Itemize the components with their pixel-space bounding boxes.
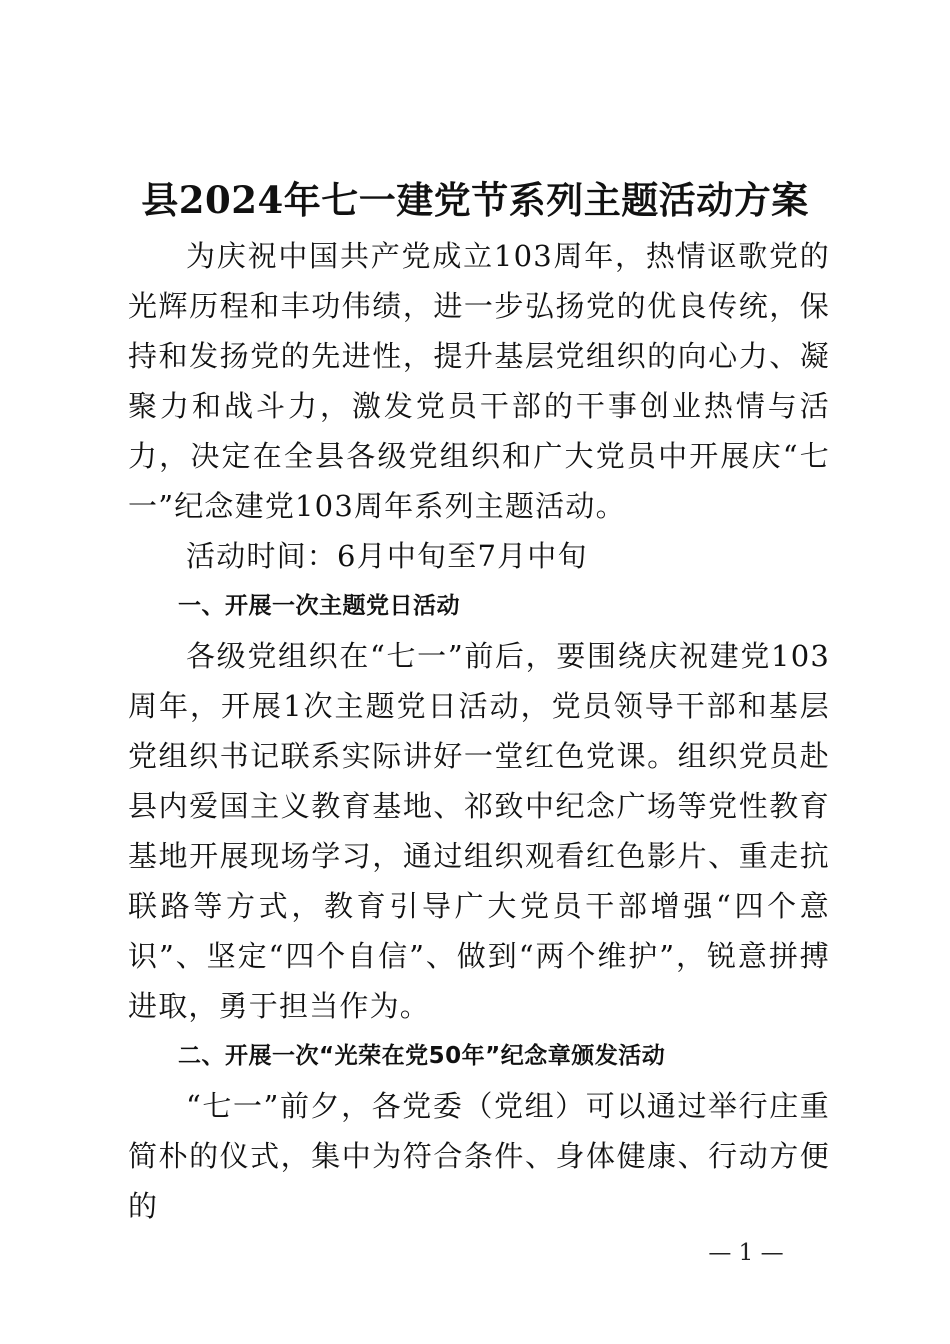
intro-paragraph: 为庆祝中国共产党成立103周年，热情讴歌党的光辉历程和丰功伟绩，进一步弘扬党的优良传统，保持和发扬党的先进性，提升基层党组织的向心力、凝聚力和战斗力，激发党员干部的干事创业热情与活力，决定在全县各级党组织和广大党员中开展庆“七一”纪念建党103周年系列主题活动。 xyxy=(128,239,830,523)
section-heading: 一、开展一次主题党日活动 xyxy=(178,593,460,619)
section-paragraph: “七一”前夕，各党委（党组）可以通过举行庄重简朴的仪式，集中为符合条件、身体健康、行动方便的 xyxy=(128,1089,830,1223)
document-title: 县2024年七一建党节系列主题活动方案 xyxy=(141,178,809,222)
page-number: — 1 — xyxy=(708,1240,784,1266)
document-body xyxy=(128,231,830,1231)
section-paragraph: 各级党组织在“七一”前后，要围绕庆祝建党103周年，开展1次主题党日活动，党员领导干部和基层党组织书记联系实际讲好一堂红色党课。组织党员赴县内爱国主义教育基地、祁致中纪念广场等党性教育基地开展现场学习，通过组织观看红色影片、重走抗联路等方式，教育引导广大党员干部增强“四个意识”、坚定“四个自信”、做到“两个维护”，锐意拼搏进取，勇于担当作为。 xyxy=(128,639,830,1023)
activity-time: 活动时间：6月中旬至7月中旬 xyxy=(186,539,588,573)
section-heading: 二、开展一次“光荣在党50年”纪念章颁发活动 xyxy=(178,1043,666,1069)
